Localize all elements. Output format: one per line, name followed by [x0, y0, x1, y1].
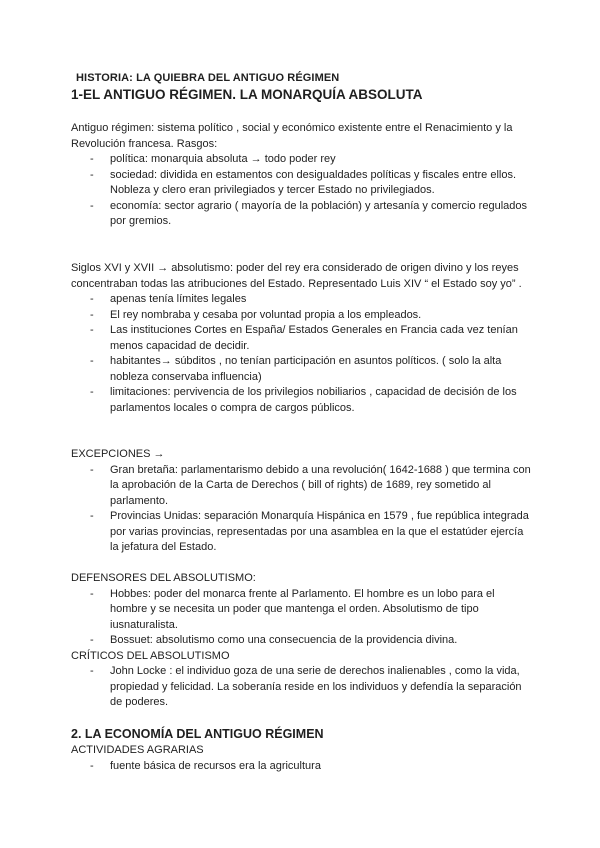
intro-list — [71, 152, 531, 230]
excepciones-section — [71, 447, 531, 556]
list-item: - John Locke : el individuo goza de una serie de derechos inalienables , como la vida, propiedad y felicidad. La soberanía reside en los individuos y defendía la separación de poderes. — [71, 664, 531, 711]
list-item: - política: monarquia absoluta → todo poder rey — [71, 152, 531, 168]
list-item: - sociedad: dividida en estamentos con desigualdades políticas y fiscales entre ellos. Nobleza y clero eran privilegiados y tercer Estado no privilegiados. — [71, 168, 531, 199]
intro-section — [71, 121, 531, 230]
list-item: - apenas tenía límites legales — [71, 292, 531, 308]
list-item: - limitaciones: pervivencia de los privilegios nobiliarios , capacidad de decisión de los parlamentos locales o compra de cargos públicos. — [71, 385, 531, 416]
absolutismo-list — [71, 292, 531, 416]
excepciones-list — [71, 463, 531, 556]
list-item: - Bossuet: absolutismo como una consecuencia de la providencia divina. — [71, 633, 531, 649]
list-item: - Hobbes: poder del monarca frente al Parlamento. El hombre es un lobo para el hombre y se necesita un poder que mantenga el orden. Absolutismo de tipo iusnaturalista. — [71, 587, 531, 634]
absolutismo-section — [71, 261, 531, 416]
defensores-section — [71, 571, 531, 711]
section-2-heading: 2. LA ECONOMÍA DEL ANTIGUO RÉGIMEN — [71, 727, 324, 741]
intro-paragraph: Antiguo régimen: sistema político , social y económico existente entre el Renacimiento y la Revolución francesa. Rasgos: — [71, 122, 513, 150]
document-title: HISTORIA: LA QUIEBRA DEL ANTIGUO RÉGIMEN — [76, 72, 340, 84]
excepciones-heading: EXCEPCIONES → — [71, 448, 165, 460]
criticos-heading: CRÍTICOS DEL ABSOLUTISMO — [71, 649, 230, 662]
list-item: - fuente básica de recursos era la agricultura — [71, 759, 531, 775]
list-item: - El rey nombraba y cesaba por voluntad propia a los empleados. — [71, 308, 531, 324]
list-item: - economía: sector agrario ( mayoría de la población) y artesanía y comercio regulados por gremios. — [71, 199, 531, 230]
list-item: - Provincias Unidas: separación Monarquía Hispánica en 1579 , fue república integrada por varias provincias, representadas por una asamblea en la que el estatúder ejercía la jefatura del Estado. — [71, 509, 531, 556]
list-item: - habitantes→ súbditos , no tenían participación en asuntos políticos. ( solo la alta nobleza conservaba influencia) — [71, 354, 531, 385]
agrarias-section — [71, 743, 531, 774]
defensores-list — [71, 587, 531, 649]
agrarias-list — [71, 759, 531, 775]
list-item: - Las instituciones Cortes en España/ Estados Generales en Francia cada vez tenían menos capacidad de decidir. — [71, 323, 531, 354]
agrarias-heading: ACTIVIDADES AGRARIAS — [71, 744, 204, 756]
criticos-list — [71, 664, 531, 711]
list-item: - Gran bretaña: parlamentarismo debido a una revolución( 1642-1688 ) que termina con la aprobación de la Carta de Derechos ( bill of rights) de 1689, rey sometido al parlamento. — [71, 463, 531, 510]
absolutismo-paragraph: Siglos XVI y XVII → absolutismo: poder del rey era considerado de origen divino y los reyes concentraban todas las atribuciones del Estado. Representado Luis XIV “ el Estado soy yo” . — [71, 262, 522, 290]
defensores-heading: DEFENSORES DEL ABSOLUTISMO: — [71, 572, 256, 584]
section-1-heading: 1-EL ANTIGUO RÉGIMEN. LA MONARQUÍA ABSOLUTA — [71, 87, 423, 102]
